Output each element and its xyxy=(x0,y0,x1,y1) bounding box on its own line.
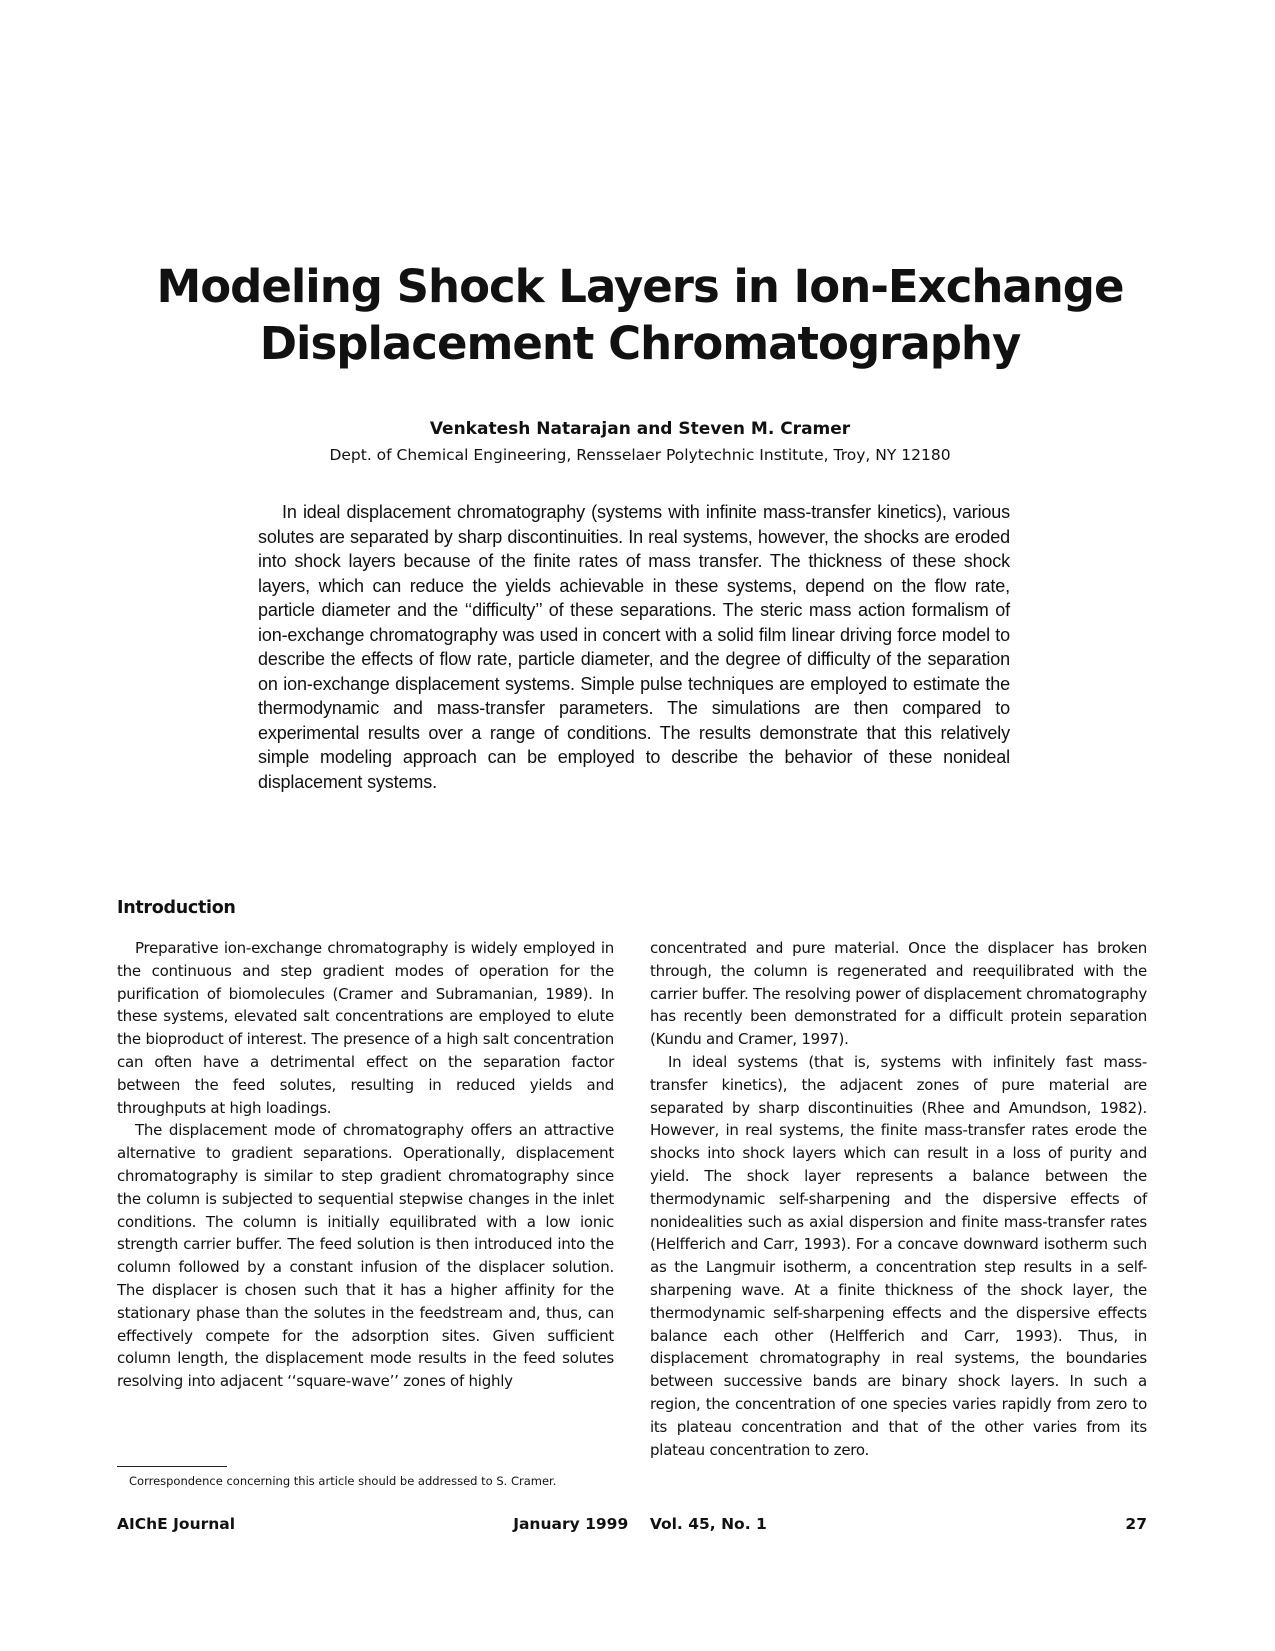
paragraph: concentrated and pure material. Once the displacer has broken through, the column is regenerated and reequilibrated with the carrier buffer. The resolving power of displacement chromatography has recently been demonstrated for a difficult protein separation (Kundu and Cramer, 1997). xyxy=(650,939,1147,1049)
footer-issue: January 1999 Vol. 45, No. 1 xyxy=(513,1515,767,1533)
title-line-2: Displacement Chromatography xyxy=(259,317,1021,370)
left-column xyxy=(117,937,614,1393)
authors: Venkatesh Natarajan and Steven M. Cramer xyxy=(429,419,851,439)
footer-page-number: 27 xyxy=(1125,1515,1147,1533)
footer-journal: AIChE Journal xyxy=(117,1515,236,1533)
section-heading-introduction: Introduction xyxy=(117,898,236,918)
paragraph: In ideal systems (that is, systems with infinitely fast mass-transfer kinetics), the adjacent zones of pure material are separated by sharp discontinuities (Rhee and Amundson, 1982). However, in real systems, the finite mass-transfer rates erode the shocks into shock layers which can result in a loss of purity and yield. The shock layer represents a balance between the thermodynamic self-sharpening and the dispersive effects of nonidealities such as axial dispersion and finite mass-transfer rates (Helfferich and Carr, 1993). For a concave downward isotherm such as the Langmuir isotherm, a concentration step results in a self-sharpening wave. At a finite thickness of the shock layer, the thermodynamic self-sharpening effects and the dispersive effects balance each other (Helfferich and Carr, 1993). Thus, in displacement chromatography in real systems, the boundaries between successive bands are binary shock layers. In such a region, the concentration of one species varies rapidly from zero to its plateau concentration and that of the other varies from its plateau concentration to zero. xyxy=(650,1052,1147,1459)
paper-title xyxy=(140,258,1140,372)
paragraph: The displacement mode of chromatography offers an attractive alternative to gradient separations. Operationally, displacement chromatography is similar to step gradient chromatography since the column is subjected to sequential stepwise changes in the inlet conditions. The column is initially equilibrated with a low ionic strength carrier buffer. The feed solution is then introduced into the column followed by a constant infusion of the displacer solution. The displacer is chosen such that it has a higher affinity for the stationary phase than the solutes in the feedstream and, thus, can effectively compete for the adsorption sites. Given sufficient column length, the displacement mode results in the feed solutes resolving into adjacent ‘‘square-wave’’ zones of highly xyxy=(117,1121,614,1391)
footnote: Correspondence concerning this article should be addressed to S. Cramer. xyxy=(129,1474,557,1488)
affiliation: Dept. of Chemical Engineering, Rensselaer Polytechnic Institute, Troy, NY 12180 xyxy=(329,446,951,464)
title-line-1: Modeling Shock Layers in Ion-Exchange xyxy=(156,260,1124,313)
paragraph: Preparative ion-exchange chromatography is widely employed in the continuous and step gradient modes of operation for the purification of biomolecules (Cramer and Subramanian, 1989). In these systems, elevated salt concentrations are employed to elute the bioproduct of interest. The presence of a high salt concentration can often have a detrimental effect on the separation factor between the feed solutes, resulting in reduced yields and throughputs at high loadings. xyxy=(117,939,614,1117)
abstract: In ideal displacement chromatography (systems with infinite mass-transfer kinetics), various solutes are separated by sharp discontinuities. In real systems, however, the shocks are eroded into shock layers because of the finite rates of mass transfer. The thickness of these shock layers, which can reduce the yields achievable in these systems, depend on the flow rate, particle diameter and the ‘‘difficulty’’ of these separations. The steric mass action formalism of ion-exchange chromatography was used in concert with a solid film linear driving force model to describe the effects of flow rate, particle diameter, and the degree of difficulty of the separation on ion-exchange displacement systems. Simple pulse techniques are employed to estimate the thermodynamic and mass-transfer parameters. The simulations are then compared to experimental results over a range of conditions. The results demonstrate that this relatively simple modeling approach can be employed to describe the behavior of these nonideal displacement systems. xyxy=(258,502,1010,792)
right-column xyxy=(650,937,1147,1461)
footnote-rule xyxy=(117,1466,227,1467)
